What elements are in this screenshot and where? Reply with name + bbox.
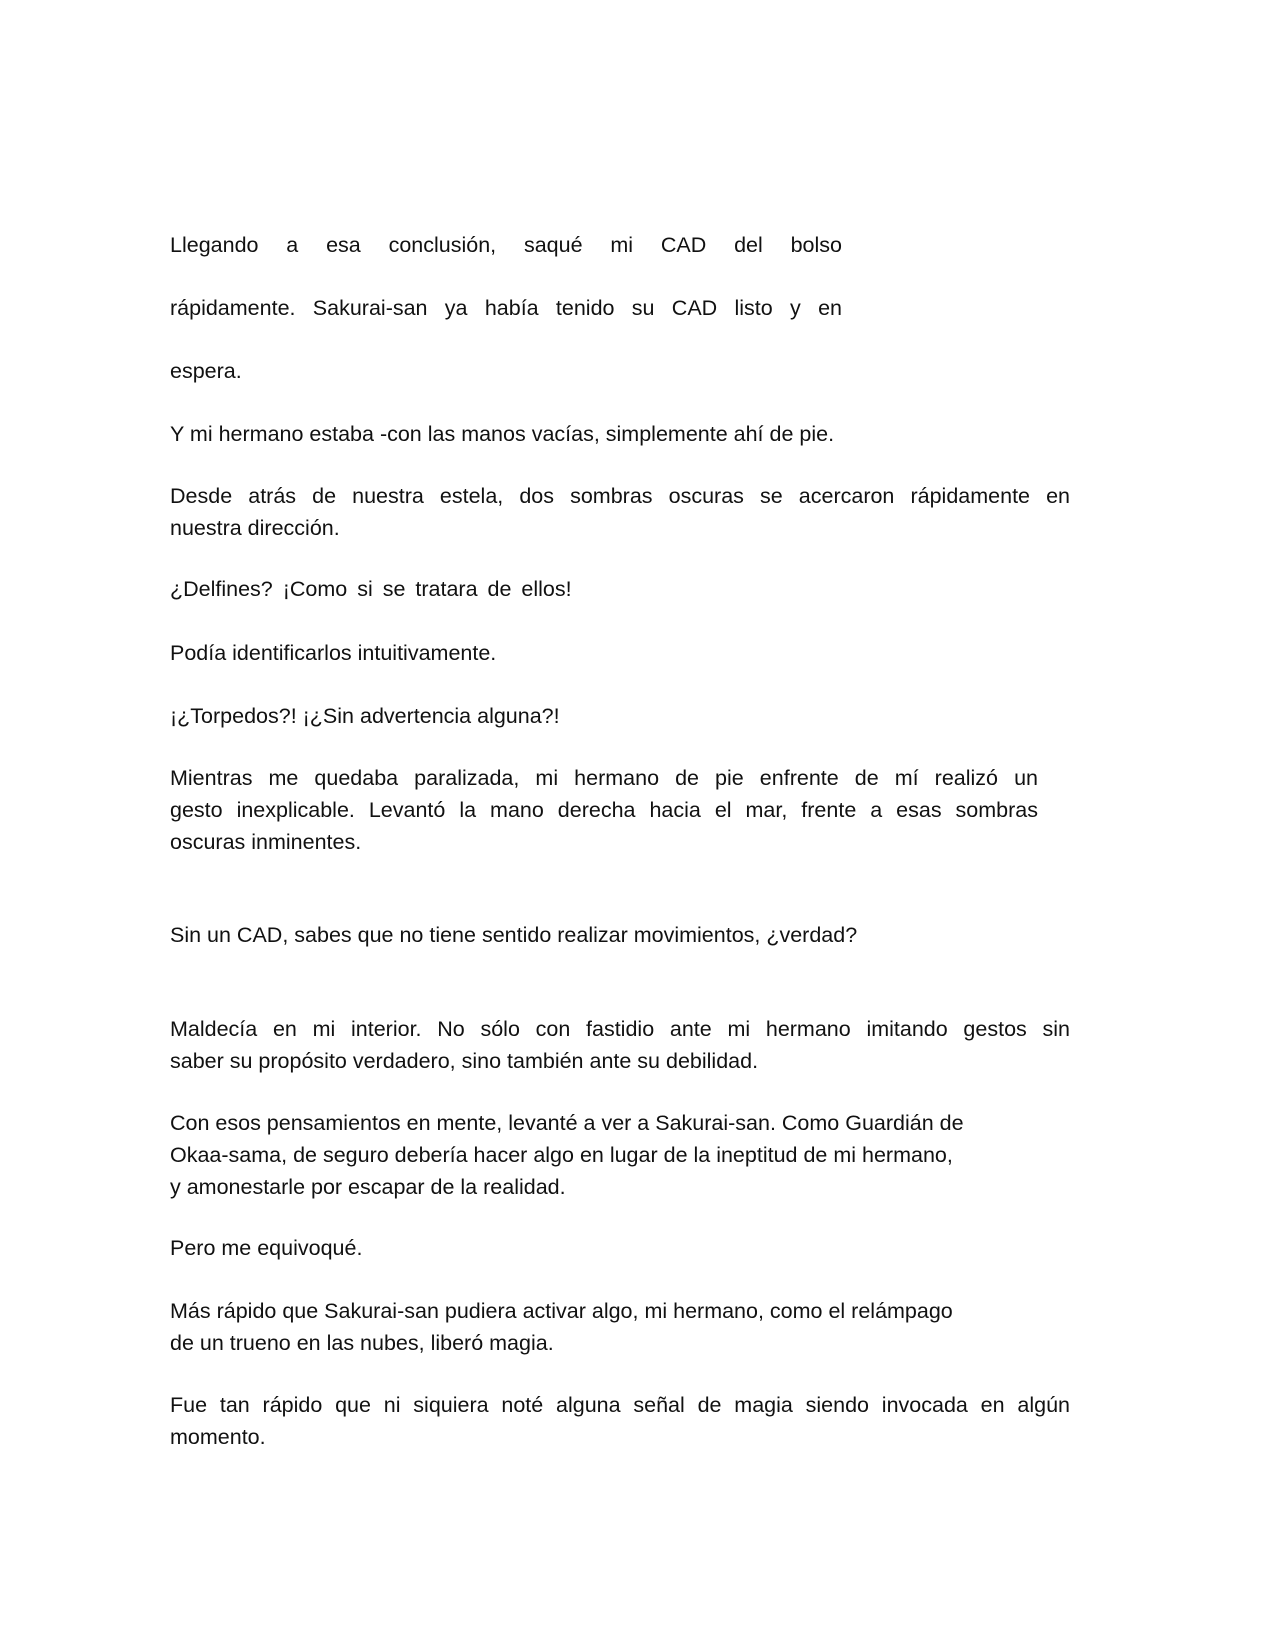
paragraph [170, 1389, 1070, 1453]
paragraph [170, 1107, 1070, 1203]
text-line: rápidamente. Sakurai-san ya había tenido su CAD listo y en [170, 296, 842, 320]
text-line: Con esos pensamientos en mente, levanté a ver a Sakurai-san. Como Guardián de [170, 1111, 964, 1135]
text-line: Y mi hermano estaba -con las manos vacías, simplemente ahí de pie. [170, 422, 835, 446]
paragraph [170, 637, 1070, 669]
paragraph [170, 762, 1038, 858]
text-line: Llegando a esa conclusión, saqué mi CAD del bolso [170, 233, 842, 257]
paragraph [170, 355, 1070, 387]
text-line: de un trueno en las nubes, liberó magia. [170, 1331, 554, 1355]
text-line: Maldecía en mi interior. No sólo con fastidio ante mi hermano imitando gestos sin [170, 1017, 1070, 1041]
text-line: Sin un CAD, sabes que no tiene sentido realizar movimientos, ¿verdad? [170, 923, 858, 947]
paragraph [170, 700, 1070, 732]
text-line: Desde atrás de nuestra estela, dos sombras oscuras se acercaron rápidamente en [170, 484, 1070, 508]
text-line: nuestra dirección. [170, 516, 340, 540]
paragraph [170, 292, 842, 324]
paragraph [170, 480, 1070, 544]
text-line: ¿Delfines? ¡Como si se tratara de ellos! [170, 577, 572, 601]
text-line: Fue tan rápido que ni siquiera noté alguna señal de magia siendo invocada en algún [170, 1393, 1070, 1417]
paragraph [170, 229, 842, 261]
text-line: Okaa-sama, de seguro debería hacer algo en lugar de la ineptitud de mi hermano, [170, 1143, 953, 1167]
text-line: espera. [170, 359, 242, 383]
text-line: Pero me equivoqué. [170, 1236, 363, 1260]
text-line: Podía identificarlos intuitivamente. [170, 641, 497, 665]
text-line: oscuras inminentes. [170, 830, 362, 854]
paragraph [170, 1013, 1070, 1077]
text-line: Mientras me quedaba paralizada, mi hermano de pie enfrente de mí realizó un [170, 766, 1038, 790]
paragraph [170, 919, 1070, 951]
text-line: Más rápido que Sakurai-san pudiera activar algo, mi hermano, como el relámpago [170, 1299, 953, 1323]
paragraph [170, 418, 1070, 450]
text-line: gesto inexplicable. Levantó la mano derecha hacia el mar, frente a esas sombras [170, 798, 1038, 822]
text-line: momento. [170, 1425, 266, 1449]
paragraph [170, 1232, 1070, 1264]
text-line: y amonestarle por escapar de la realidad. [170, 1175, 566, 1199]
paragraph [170, 573, 1070, 605]
text-line: saber su propósito verdadero, sino también ante su debilidad. [170, 1049, 759, 1073]
text-line: ¡¿Torpedos?! ¡¿Sin advertencia alguna?! [170, 704, 560, 728]
paragraph [170, 1295, 1070, 1359]
